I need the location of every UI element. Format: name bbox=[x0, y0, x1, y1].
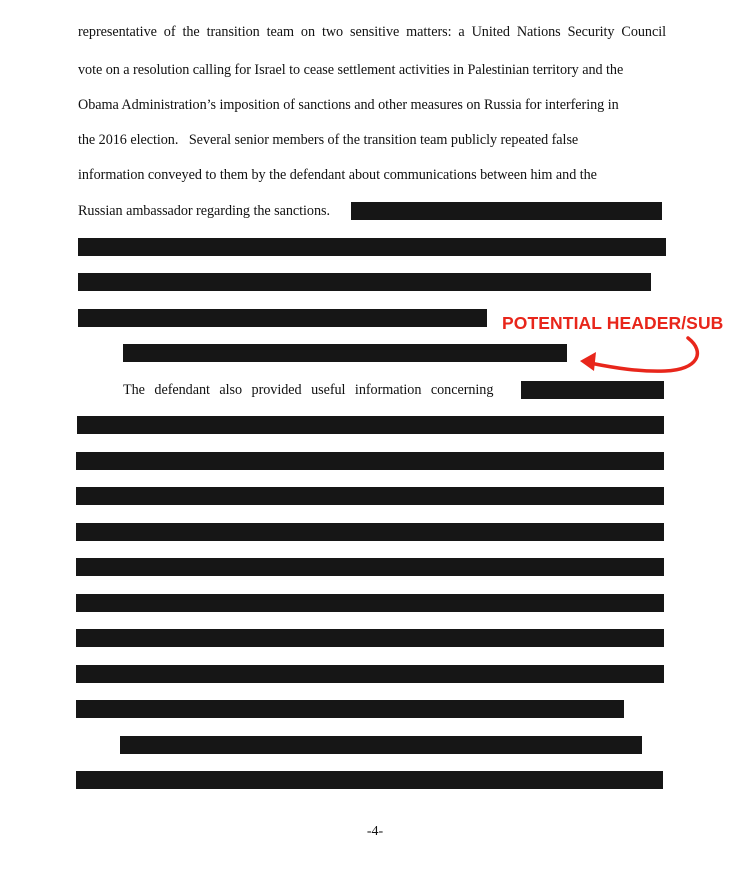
annotation-label: POTENTIAL HEADER/SUB bbox=[502, 313, 724, 333]
redaction-bar bbox=[351, 202, 662, 220]
body-text-line-1: representative of the transition team on two sensitive matters: a United Nations Security Council bbox=[78, 24, 666, 40]
body-text-line-2: vote on a resolution calling for Israel to cease settlement activities in Palestinian territory and the bbox=[78, 62, 624, 78]
redaction-bar bbox=[76, 771, 663, 789]
redaction-bar bbox=[76, 452, 664, 470]
redaction-bar bbox=[78, 309, 487, 327]
annotation-arrow-icon bbox=[570, 330, 710, 380]
redaction-bar bbox=[120, 736, 642, 754]
redaction-bar bbox=[76, 487, 664, 505]
redaction-bar bbox=[78, 238, 666, 256]
redaction-bar bbox=[76, 594, 664, 612]
body-text-line-4: the 2016 election. Several senior members of the transition team publicly repeated false bbox=[78, 132, 579, 148]
redaction-bar bbox=[521, 381, 664, 399]
body-text-line-5: information conveyed to them by the defendant about communications between him and the bbox=[78, 167, 597, 183]
redaction-bar bbox=[78, 273, 651, 291]
redaction-bar bbox=[76, 558, 664, 576]
body-text-line-3: Obama Administration’s imposition of sanctions and other measures on Russia for interfering in bbox=[78, 97, 619, 113]
redaction-bar bbox=[77, 416, 664, 434]
body-text-line-6: Russian ambassador regarding the sanctions. bbox=[78, 203, 330, 219]
redaction-bar bbox=[76, 629, 664, 647]
redaction-bar bbox=[76, 700, 624, 718]
page-number: -4- bbox=[366, 824, 384, 839]
redacted-heading-bar bbox=[123, 344, 567, 362]
paragraph-2-start: The defendant also provided useful information concerning bbox=[123, 382, 494, 398]
redaction-bar bbox=[76, 523, 664, 541]
redaction-bar bbox=[76, 665, 664, 683]
